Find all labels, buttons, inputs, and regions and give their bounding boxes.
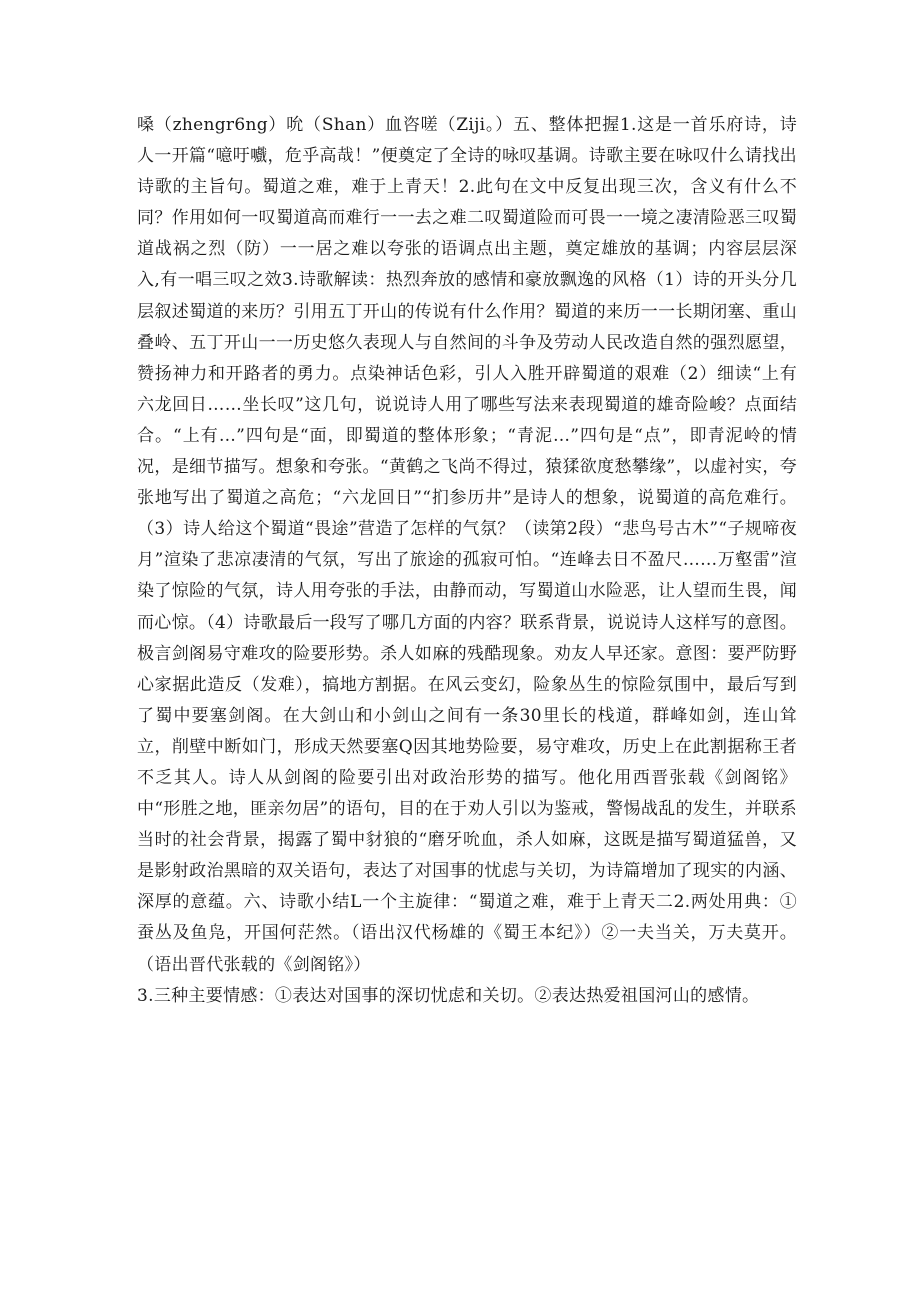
- body-paragraph: 嗓（zhengr6ng）吮（Shan）血咨嗟（Ziji。）五、整体把握1.这是一首乐府诗，诗人一开篇“噫吁嚱，危乎高哉！”便奠定了全诗的咏叹基调。诗歌主要在咏叹什么请找出诗歌的主旨句。蜀道之难，难于上青天！2.此句在文中反复出现三次，含义有什么不同？作用如何一叹蜀道高而难行一一去之难二叹蜀道险而可畏一一境之凄清险恶三叹蜀道战祸之烈（防）一一居之难以夸张的语调点出主题，奠定雄放的基调；内容层层深入,有一唱三叹之效3.诗歌解读：热烈奔放的感情和豪放飘逸的风格（1）诗的开头分几层叙述蜀道的来历？引用五丁开山的传说有什么作用？蜀道的来历一一长期闭塞、重山叠岭、五丁开山一一历史悠久表现人与自然间的斗争及劳动人民改造自然的强烈愿望，赞扬神力和开路者的勇力。点染神话色彩，引人入胜开辟蜀道的艰难（2）细读“上有六龙回日……坐长叹”这几句，说说诗人用了哪些写法来表现蜀道的雄奇险峻？点面结合。“上有…”四句是“面，即蜀道的整体形象；“青泥…”四句是“点”，即青泥岭的情况，是细节描写。想象和夸张。“黄鹤之飞尚不得过，猿猱欲度愁攀缘”，以虚衬实，夸张地写出了蜀道之高危；“六龙回日”“扪参历井”是诗人的想象，说蜀道的高危难行。（3）诗人给这个蜀道“畏途”营造了怎样的气氛？（读第2段）“悲鸟号古木”“子规啼夜月”渲染了悲凉凄清的气氛，写出了旅途的孤寂可怕。“连峰去日不盈尺……万壑雷”渲染了惊险的气氛，诗人用夸张的手法，由静而动，写蜀道山水险恶，让人望而生畏，闻而心惊。（4）诗歌最后一段写了哪几方面的内容？联系背景，说说诗人这样写的意图。极言剑阁易守难攻的险要形势。杀人如麻的残酷现象。劝友人早还家。意图：要严防野心家据此造反（发难），搞地方割据。在风云变幻，险象丛生的惊险氛围中，最后写到了蜀中要塞剑阁。在大剑山和小剑山之间有一条30里长的栈道，群峰如剑，连山耸立，削壁中断如门，形成天然要塞Q因其地势险要，易守难攻，历史上在此割据称王者不乏其人。诗人从剑阁的险要引出对政治形势的描写。他化用西晋张载《剑阁铭》中“形胜之地，匪亲勿居”的语句，目的在于劝人引以为鉴戒，警惕战乱的发生，并联系当时的社会背景，揭露了蜀中豺狼的“磨牙吮血，杀人如麻，这既是描写蜀道猛兽，又是影射政治黑暗的双关语句，表达了对国事的忧虑与关切，为诗篇增加了现实的内涵、深厚的意蕴。六、诗歌小结L一个主旋律：“蜀道之难，难于上青天二2.两处用典：①蚕丛及鱼凫，开国何茫然。（语出汉代杨雄的《蜀王本纪》）②一夫当关，万夫莫开。（语出晋代张载的《剑阁铭》）: [137, 115, 798, 975]
- document-body: [137, 110, 797, 1012]
- body-paragraph: 3.三种主要情感：①表达对国事的深切忧虑和关切。②表达热爱祖国河山的感情。: [137, 985, 760, 1006]
